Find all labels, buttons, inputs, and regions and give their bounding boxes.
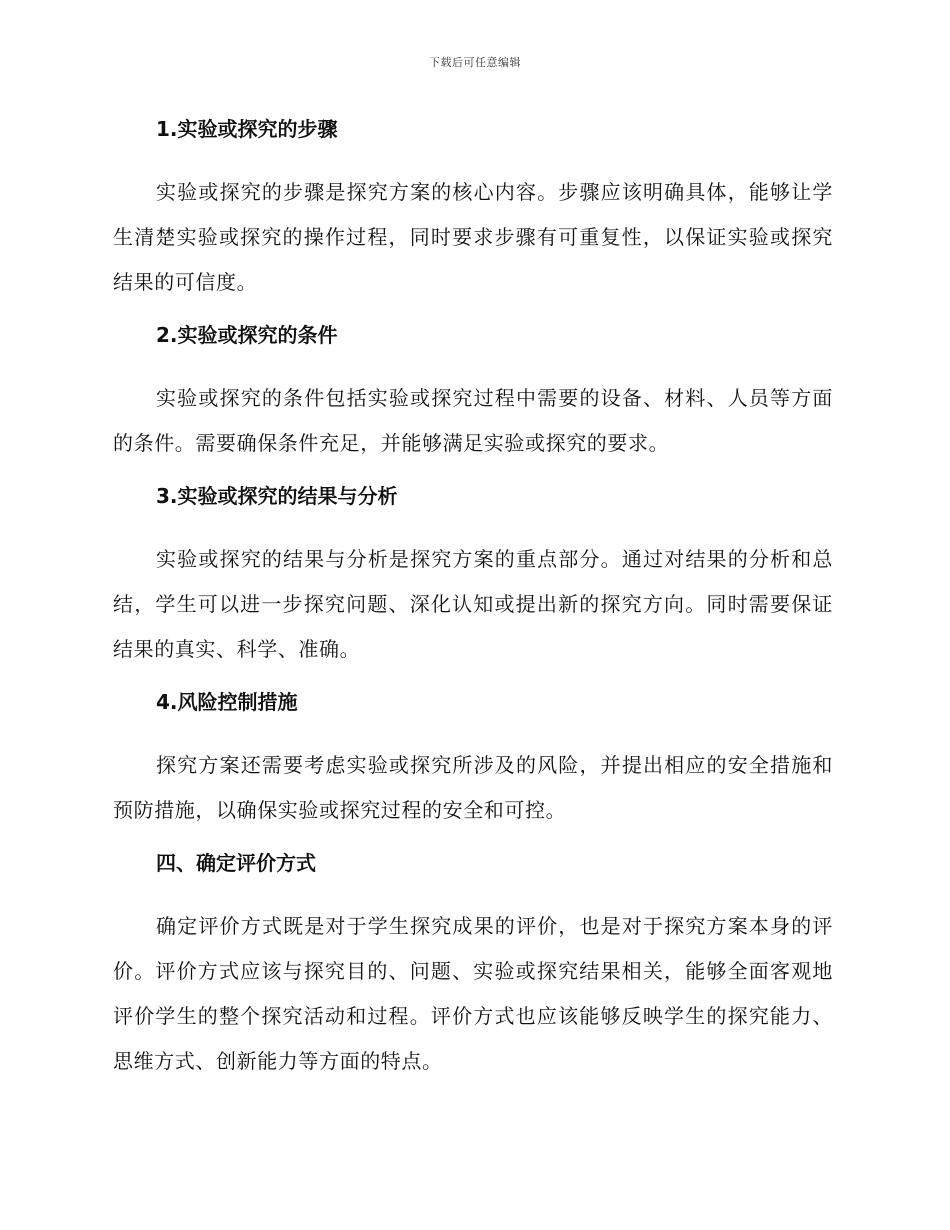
section-heading-risk-control: 4.风险控制措施 <box>156 690 298 714</box>
section-paragraph-risk-control: 探究方案还需要考虑实验或探究所涉及的风险，并提出相应的安全措施和预防措施，以确保实验或探究过程的安全和可控。 <box>113 753 833 822</box>
section-heading-results: 3.实验或探究的结果与分析 <box>156 484 398 508</box>
section-heading-evaluation: 四、确定评价方式 <box>156 851 316 875</box>
section-heading-steps: 1.实验或探究的步骤 <box>156 117 338 141</box>
section-paragraph-conditions: 实验或探究的条件包括实验或探究过程中需要的设备、材料、人员等方面的条件。需要确保条件充足，并能够满足实验或探究的要求。 <box>113 386 833 455</box>
running-header: 下载后可任意编辑 <box>429 56 521 69</box>
section-paragraph-evaluation: 确定评价方式既是对于学生探究成果的评价，也是对于探究方案本身的评价。评价方式应该与探究目的、问题、实验或探究结果相关，能够全面客观地评价学生的整个探究活动和过程。评价方式也应该能够反映学生的探究能力、思维方式、创新能力等方面的特点。 <box>113 914 833 1073</box>
document-body <box>113 112 833 1097</box>
section-paragraph-steps: 实验或探究的步骤是探究方案的核心内容。步骤应该明确具体，能够让学生清楚实验或探究的操作过程，同时要求步骤有可重复性，以保证实验或探究结果的可信度。 <box>113 180 833 294</box>
section-heading-conditions: 2.实验或探究的条件 <box>156 323 338 347</box>
section-paragraph-results: 实验或探究的结果与分析是探究方案的重点部分。通过对结果的分析和总结，学生可以进一步探究问题、深化认知或提出新的探究方向。同时需要保证结果的真实、科学、准确。 <box>113 547 833 661</box>
